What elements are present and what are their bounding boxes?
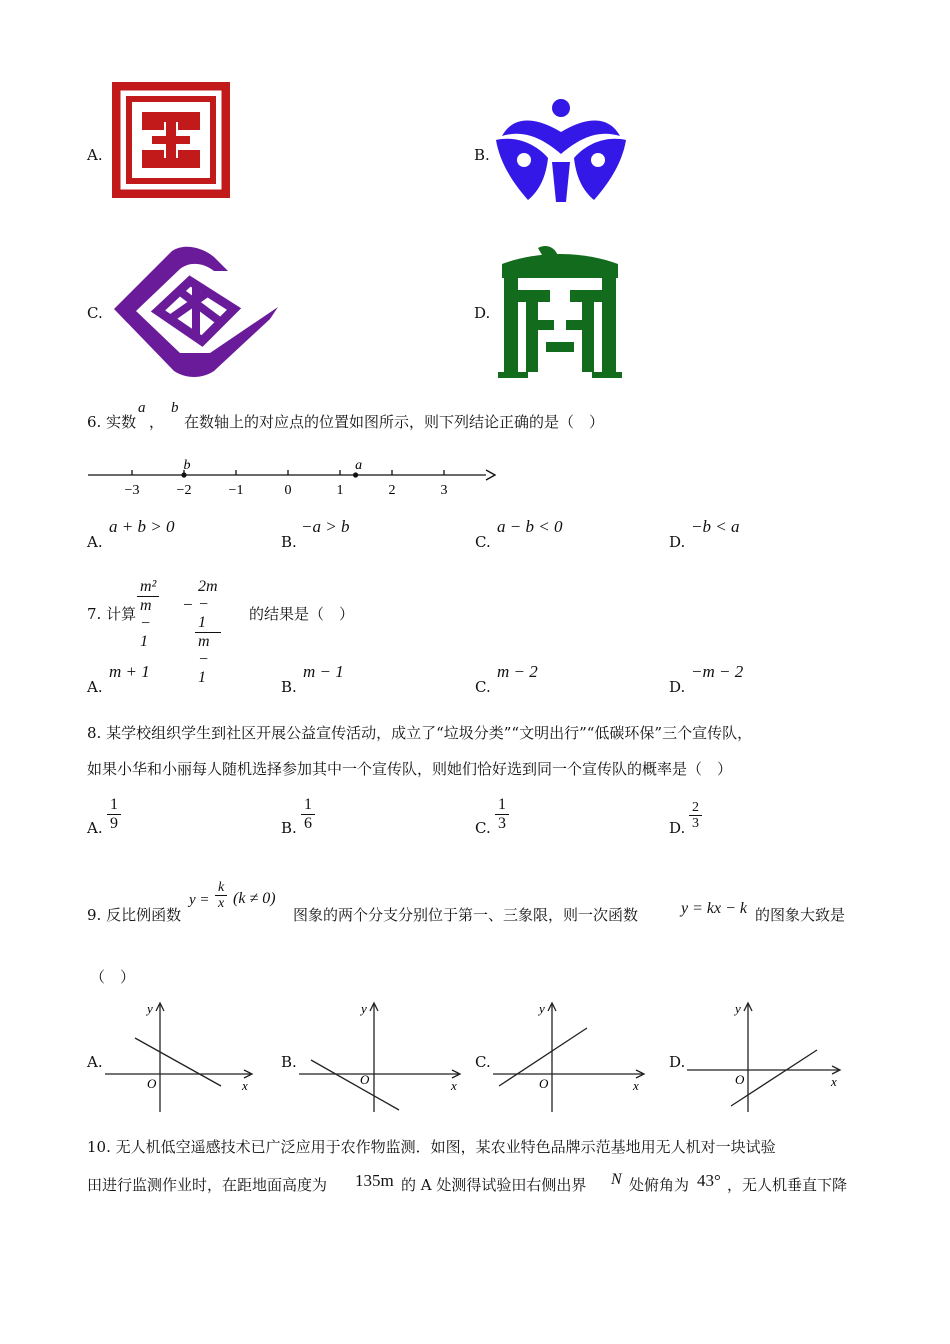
q9-option-c[interactable]: C. x y O <box>475 998 655 1116</box>
q9-suffix: 的图象大致是 <box>755 906 846 924</box>
number-line-point-b-label: b <box>183 458 191 473</box>
graph-line <box>311 1060 399 1110</box>
number-line-point-a <box>353 472 358 477</box>
q9-middle: 图象的两个分支分别位于第一、三象限，则一次函数 <box>293 906 639 924</box>
blue-shield-figure-emblem-icon <box>494 96 628 204</box>
q9-graph-d <box>685 998 851 1116</box>
origin-label: O <box>539 1076 549 1091</box>
q8-line-1: 8. 某学校组织学生到社区开展公益宣传活动，成立了“垃圾分类”“文明出行”“低碳环保”三个宣传队， <box>87 724 753 742</box>
q6-suffix: 在数轴上的对应点的位置如图所示，则下列结论正确的是（ ） <box>184 413 605 431</box>
q9-answer-paren: （ ） <box>90 968 136 986</box>
q6-prefix: 6. 实数 <box>87 413 137 431</box>
x-axis-label: x <box>633 1078 639 1093</box>
x-axis-label: x <box>242 1078 248 1093</box>
q9-func-fraction: $\frac{k}{x}$ <box>215 880 227 911</box>
q6-comma: ， <box>149 413 165 431</box>
q7-minus: − <box>183 595 193 614</box>
number-line-tick-label: 1 <box>336 483 344 498</box>
q9-func-condition: (k ≠ 0) <box>233 890 276 907</box>
q7-suffix: 的结果是（ ） <box>249 605 355 623</box>
green-seal-character-emblem-icon <box>498 244 622 378</box>
number-line-arrow-icon <box>486 470 495 480</box>
number-line-tick-label: 2 <box>388 483 396 498</box>
q5-option-a-label: A. <box>87 146 103 164</box>
origin-label: O <box>735 1072 745 1087</box>
q9-options-row <box>87 998 857 1116</box>
x-axis-label: x <box>451 1078 457 1093</box>
q9-stem <box>87 878 887 928</box>
q9-graph-a <box>103 998 263 1116</box>
number-line-point-b <box>181 472 186 477</box>
y-axis-label: y <box>539 1001 545 1016</box>
number-line-tick-label: 0 <box>284 483 292 498</box>
x-axis-label: x <box>831 1074 837 1089</box>
q9-option-b[interactable]: B. x y O <box>281 998 461 1116</box>
q6-options-row: A. a + b > 0 B. −a > b C. a − b < 0 D. −b < a <box>87 517 740 551</box>
purple-diamond-emblem-icon <box>110 245 280 379</box>
q10-line-1: 10. 无人机低空遥感技术已广泛应用于农作物监测．如图，某农业特色品牌示范基地用无人机对一块试验 <box>87 1138 776 1156</box>
q7-prefix: 7. 计算 <box>87 605 137 623</box>
y-axis-label: y <box>147 1001 153 1016</box>
q9-option-a[interactable]: A. x y O <box>87 998 267 1116</box>
q10-angle: 43° <box>697 1171 721 1190</box>
number-line-tick-label: −1 <box>228 483 244 498</box>
q8-line-2: 如果小华和小丽每人随机选择参加其中一个宣传队，则她们恰好选到同一个宣传队的概率是（ ） <box>87 760 733 778</box>
number-line-tick-label: −2 <box>176 483 192 498</box>
q5-option-c-label: C. <box>87 304 103 322</box>
origin-label: O <box>147 1076 157 1091</box>
q9-func-y: y = <box>189 892 210 908</box>
q9-linear: y = kx − k <box>681 900 747 917</box>
q5-option-d-label: D. <box>474 304 491 322</box>
q5-option-b-label: B. <box>474 146 490 164</box>
q10-point-n: N <box>611 1171 622 1188</box>
q6-var-a: a <box>138 400 146 416</box>
q9-graph-b <box>297 998 467 1116</box>
number-line-diagram <box>86 454 496 500</box>
q10-line-2: 田进行监测作业时，在距地面高度为 135m 的 A 处测得试验田右侧出界 N 处俯角为 43° ，无人机垂直下降 <box>87 1171 848 1194</box>
y-axis-label: y <box>735 1001 741 1016</box>
q9-graph-c <box>491 998 657 1116</box>
y-axis-label: y <box>361 1001 367 1016</box>
q9-option-d[interactable]: D. x y O <box>669 998 849 1116</box>
q7-fraction-2: $\frac{2m - 1}{m - 1}$ <box>195 578 221 687</box>
number-line-tick-label: 3 <box>440 483 448 498</box>
q8-options-row: A. $\frac{1}{9}$ B. $\frac{1}{6}$ C. $\frac{1}{3}$ D. $\frac{2}{3}$ <box>87 794 847 840</box>
q7-fraction-1: $\frac{\text{m²}}{m - 1}$ <box>137 578 159 651</box>
q9-prefix: 9. 反比例函数 <box>87 906 182 924</box>
q10-height: 135m <box>355 1171 394 1190</box>
number-line-tick-label: −3 <box>124 483 140 498</box>
red-square-fret-emblem-icon <box>112 82 230 198</box>
q7-options-row: A. m + 1 B. m − 1 C. m − 2 D. −m − 2 <box>87 662 744 696</box>
q6-var-b: b <box>171 400 179 416</box>
number-line-point-a-label: a <box>355 458 363 473</box>
origin-label: O <box>360 1072 370 1087</box>
